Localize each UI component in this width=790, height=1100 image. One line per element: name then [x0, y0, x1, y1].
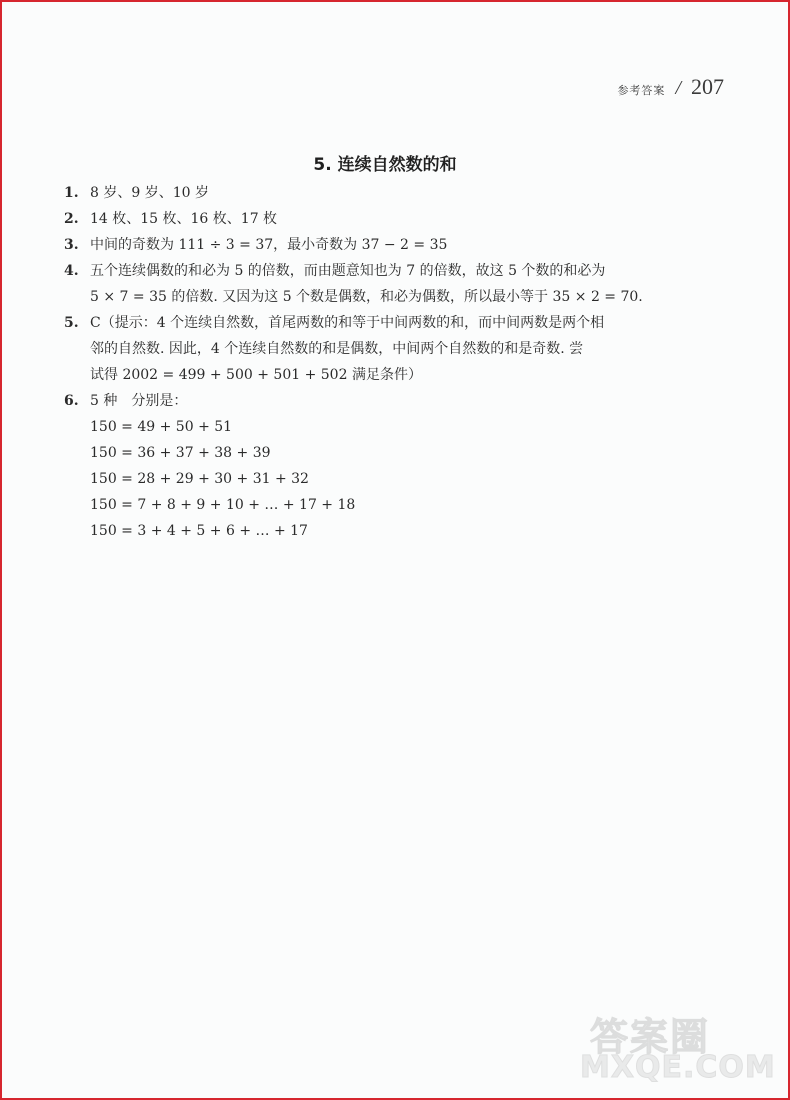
answer-body: [90, 310, 714, 388]
running-header: [617, 74, 724, 100]
answer-line: 5 种 分别是：: [90, 393, 188, 409]
header-slash: /: [675, 77, 681, 99]
equation-line: 150 = 3 + 4 + 5 + 6 + … + 17: [90, 523, 308, 539]
answer-item: [64, 310, 714, 388]
answer-line: 8 岁、9 岁、10 岁: [90, 185, 209, 201]
answer-body: [90, 180, 714, 206]
answer-line: C（提示：4 个连续自然数，首尾两数的和等于中间两数的和，而中间两数是两个相: [90, 315, 605, 331]
answer-line: 五个连续偶数的和必为 5 的倍数，而由题意知也为 7 的倍数，故这 5 个数的和必为: [90, 263, 606, 279]
answer-line: 14 枚、15 枚、16 枚、17 枚: [90, 211, 278, 227]
answer-number: 4.: [64, 263, 79, 279]
section-title: 5. 连续自然数的和: [313, 155, 457, 175]
answer-item: [64, 258, 714, 310]
answer-number: 5.: [64, 315, 79, 331]
answer-number: 2.: [64, 211, 79, 227]
answer-line: 中间的奇数为 111 ÷ 3 = 37，最小奇数为 37 − 2 = 35: [90, 237, 448, 253]
answer-item: [64, 388, 714, 544]
equation-line: 150 = 36 + 37 + 38 + 39: [90, 445, 271, 461]
equation-line: 150 = 28 + 29 + 30 + 31 + 32: [90, 471, 309, 487]
answer-body: [90, 258, 714, 310]
answer-line: 试得 2002 = 499 + 500 + 501 + 502 满足条件）: [90, 367, 422, 383]
answer-line: 邻的自然数. 因此，4 个连续自然数的和是偶数，中间两个自然数的和是奇数. 尝: [90, 341, 584, 357]
answer-item: [64, 232, 714, 258]
answer-line: 5 × 7 = 35 的倍数. 又因为这 5 个数是偶数，和必为偶数，所以最小等于 35 × 2 = 70.: [90, 289, 643, 305]
answer-number: 6.: [64, 393, 79, 409]
answer-list: [64, 180, 714, 544]
answer-body: [90, 388, 714, 544]
equation-line: 150 = 7 + 8 + 9 + 10 + … + 17 + 18: [90, 497, 356, 513]
watermark-bottom-text: MXQE.COM: [580, 1050, 776, 1085]
answer-number: 3.: [64, 237, 79, 253]
answer-item: [64, 206, 714, 232]
equation-line: 150 = 49 + 50 + 51: [90, 419, 233, 435]
answer-body: [90, 232, 714, 258]
watermark-top-text: 答案圈: [590, 1015, 711, 1059]
answer-body: [90, 206, 714, 232]
watermark-logo: [580, 1006, 776, 1086]
answer-number: 1.: [64, 185, 79, 201]
answer-item: [64, 180, 714, 206]
header-label: 参考答案: [617, 84, 666, 97]
page-number: 207: [691, 74, 724, 99]
